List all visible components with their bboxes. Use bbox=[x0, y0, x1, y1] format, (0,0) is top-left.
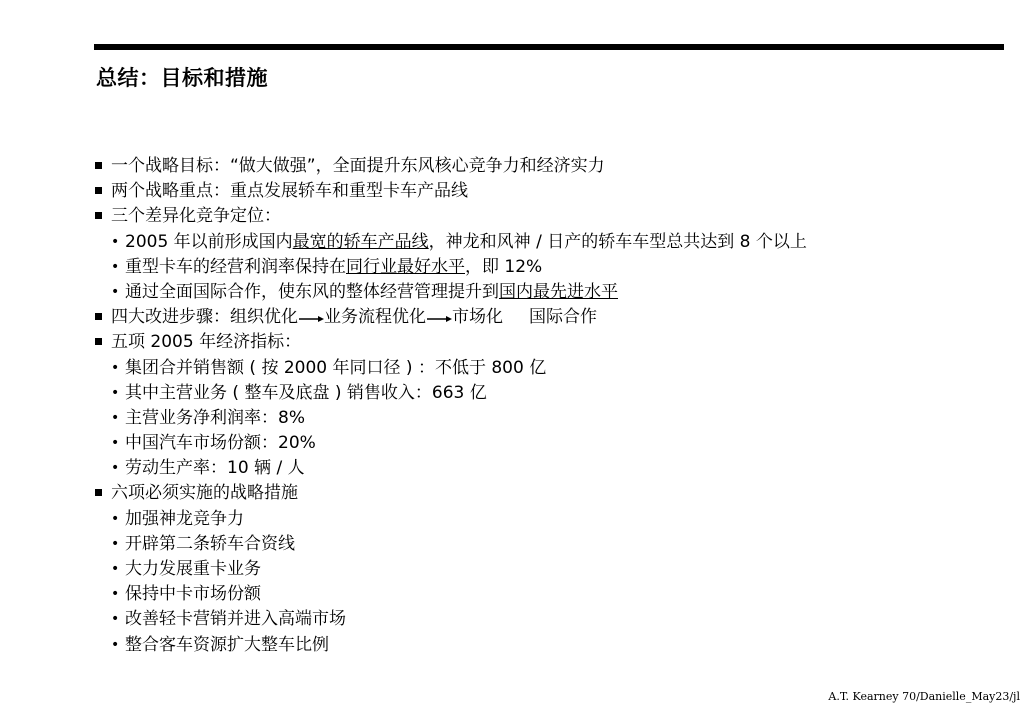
sub-item-text: 开辟第二条轿车合资线 bbox=[125, 533, 295, 554]
step-label: 组织优化 bbox=[230, 307, 298, 328]
sub-item-text: 其中主营业务 ( 整车及底盘 ) 销售收入：663 亿 bbox=[125, 382, 487, 403]
dot-bullet-icon: • bbox=[111, 636, 120, 653]
item-text: 六项必须实施的战略措施 bbox=[111, 483, 298, 504]
dot-bullet-icon: • bbox=[111, 611, 120, 628]
top-rule bbox=[94, 44, 1004, 50]
step-label: 国际合作 bbox=[529, 307, 597, 328]
item-text: 四大改进步骤： bbox=[111, 307, 230, 328]
sub-item-text: 通过全面国际合作，使东风的整体经营管理提升到 bbox=[125, 281, 499, 302]
dot-bullet-icon: • bbox=[111, 510, 120, 527]
sub-item-text: 改善轻卡营销并进入高端市场 bbox=[125, 609, 346, 630]
sub-list-item bbox=[94, 431, 994, 456]
dot-bullet-icon: • bbox=[111, 535, 120, 552]
list-item bbox=[94, 330, 994, 355]
square-bullet-icon bbox=[95, 187, 102, 194]
sub-item-text: ，即 12% bbox=[465, 256, 543, 277]
dot-bullet-icon: • bbox=[111, 435, 120, 452]
square-bullet-icon bbox=[95, 162, 102, 169]
square-bullet-icon bbox=[95, 212, 102, 219]
sub-item-text: ，神龙和风神 / 日产的轿车车型总共达到 8 个以上 bbox=[428, 231, 807, 252]
square-bullet-icon bbox=[95, 338, 102, 345]
sub-list-item bbox=[94, 381, 994, 406]
sub-item-text: 保持中卡市场份额 bbox=[125, 584, 261, 605]
sub-item-text: 2005 年以前形成国内 bbox=[125, 231, 293, 252]
square-bullet-icon bbox=[95, 313, 102, 320]
square-bullet-icon bbox=[95, 489, 102, 496]
sub-list-item bbox=[94, 456, 994, 481]
sub-item-text: 加强神龙竞争力 bbox=[125, 508, 244, 529]
sub-list-item bbox=[94, 280, 994, 305]
sub-item-text: 中国汽车市场份额：20% bbox=[125, 433, 316, 454]
sub-list-item bbox=[94, 633, 994, 658]
dot-bullet-icon: • bbox=[111, 561, 120, 577]
dot-bullet-icon: • bbox=[111, 283, 120, 300]
summary-list bbox=[94, 154, 994, 658]
sub-list-item bbox=[94, 507, 994, 532]
page-title: 总结：目标和措施 bbox=[96, 66, 268, 90]
step-label: 市场化 bbox=[452, 307, 503, 328]
arrow-right-icon bbox=[426, 308, 452, 326]
item-text: 三个差异化竞争定位： bbox=[111, 206, 281, 227]
item-text: 五项 2005 年经济指标： bbox=[111, 332, 302, 353]
dot-bullet-icon: • bbox=[111, 409, 120, 426]
sub-list-item bbox=[94, 582, 994, 607]
sub-item-text: 大力发展重卡业务 bbox=[125, 559, 261, 579]
list-item bbox=[94, 305, 994, 330]
arrow-right-icon bbox=[298, 308, 324, 326]
sub-list-item bbox=[94, 356, 994, 381]
dot-bullet-icon: • bbox=[111, 359, 120, 376]
item-text: 两个战略重点：重点发展轿车和重型卡车产品线 bbox=[111, 181, 468, 202]
sub-item-text: 主营业务净利润率：8% bbox=[125, 407, 305, 428]
dot-bullet-icon: • bbox=[111, 384, 120, 401]
dot-bullet-icon: • bbox=[111, 460, 120, 477]
list-item bbox=[94, 204, 994, 229]
sub-item-text: 劳动生产率：10 辆 / 人 bbox=[125, 458, 305, 479]
sub-list-item bbox=[94, 255, 994, 280]
underlined-text: 同行业最好水平 bbox=[346, 256, 465, 277]
sub-list-item bbox=[94, 230, 994, 255]
dot-bullet-icon: • bbox=[111, 258, 120, 275]
footer-credit: A.T. Kearney 70/Danielle_May23/jl bbox=[828, 690, 1020, 703]
underlined-text: 国内最先进水平 bbox=[499, 281, 618, 302]
sub-list-item bbox=[94, 532, 994, 557]
item-text: 一个战略目标：“做大做强”，全面提升东风核心竞争力和经济实力 bbox=[111, 156, 605, 176]
sub-list-item bbox=[94, 406, 994, 431]
sub-item-text: 集团合并销售额 ( 按 2000 年同口径 ) ：不低于 800 亿 bbox=[125, 357, 547, 378]
list-item bbox=[94, 481, 994, 506]
dot-bullet-icon: • bbox=[111, 586, 120, 603]
list-item bbox=[94, 154, 994, 179]
sub-list-item bbox=[94, 557, 994, 582]
sub-item-text: 整合客车资源扩大整车比例 bbox=[125, 634, 329, 655]
step-label: 业务流程优化 bbox=[324, 307, 426, 328]
list-item bbox=[94, 179, 994, 204]
sub-item-text: 重型卡车的经营利润率保持在 bbox=[125, 256, 346, 277]
dot-bullet-icon: • bbox=[111, 233, 120, 250]
underlined-text: 最宽的轿车产品线 bbox=[292, 231, 429, 252]
sub-list-item bbox=[94, 607, 994, 632]
